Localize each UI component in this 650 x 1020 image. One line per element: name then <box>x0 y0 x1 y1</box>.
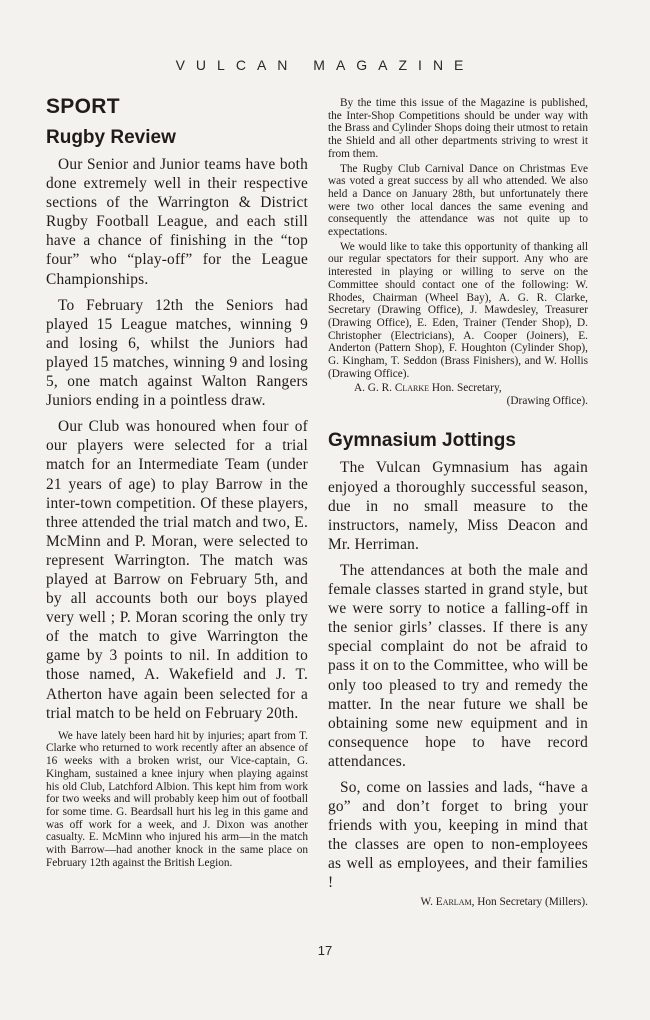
gym-paragraph: So, come on lassies and lads, “have a go” and don’t forget to bring your friends with you, keeping in mind that the classes are open to non-employees as well as employees, and their families ! <box>328 778 588 892</box>
injuries-paragraph: We have lately been hard hit by injuries; apart from T. Clarke who returned to work recently after an absence of 16 weeks with a broken wrist, our Vice-captain, G. Kingham, sustained a knee injury when playing against his old Club, Latchford Albion. This kept him from work for two weeks and will probably keep him out of football for some time. G. Beardsall hurt his leg in this game and was off work for a week, and J. Dixon was another casualty. E. McMinn who injured his arm—in the match with Barrow—had another knock in the same place on February 12th against the British Legion. <box>46 729 308 869</box>
left-column <box>46 95 308 869</box>
rugby-paragraph: Our Senior and Junior teams have both done extremely well in their respective sections of the Warrington & District Rugby Football League, and each still have a chance of finishing in the “top four” who “play-off” for the League Championships. <box>46 156 308 288</box>
rugby-signature <box>328 382 588 395</box>
signature-role: Hon. Secretary, <box>431 382 502 395</box>
signature-role: Hon Secretary (Millers). <box>477 895 588 908</box>
magazine-masthead: VULCAN MAGAZINE <box>175 57 475 73</box>
page-number: 17 <box>317 943 333 958</box>
rugby-paragraph: By the time this issue of the Magazine is published, the Inter-Shop Competitions should be under way with the Brass and Cylinder Shops doing their utmost to retain the Shield and all other departments striving to wrest it from them. <box>328 97 588 160</box>
article-title-gymnasium-jottings: Gymnasium Jottings <box>328 430 516 452</box>
rugby-paragraph: To February 12th the Seniors had played 15 League matches, winning 9 and losing 6, whilst the Juniors had played 15 matches, winning 9 and losing 5, one match against Walton Rangers Juniors ending in a pointless draw. <box>46 296 308 410</box>
article-title-rugby-review: Rugby Review <box>46 127 176 148</box>
signature-name: Clarke <box>394 382 430 395</box>
right-column <box>328 97 588 909</box>
rugby-paragraph: The Rugby Club Carnival Dance on Christmas Eve was voted a great success by all who attended. We also held a Dance on January 28th, but unfortunately there were two other local dances the same evening and consequently the attendance was not quite up to expectations. <box>328 162 588 239</box>
signature-initials: W. <box>420 895 433 908</box>
rugby-paragraph: Our Club was honoured when four of our players were selected for a trial match for an Intermediate Team (under 21 years of age) to play Barrow in the inter-town competition. Of these players, three attended the trial match and two, E. McMinn and P. Moran, were selected to represent Warrington. The match was played at Barrow on February 5th, and by all accounts both our boys played very well ; P. Moran scoring the only try of the match to give Warrington the game by 3 points to nil. In addition to those named, A. Wakefield and J. T. Atherton have again been selected for a trial match to be held on February 20th. <box>46 418 308 722</box>
signature-department: (Drawing Office). <box>506 395 588 408</box>
gym-signature <box>328 896 588 909</box>
rugby-paragraph: We would like to take this opportunity of thanking all our regular spectators for their support. Any who are interested in playing or willing to serve on the Committee should contact one of the following: W. Rhodes, Chairman (Wheel Bay), A. G. R. Clarke, Secretary (Drawing Office), J. Mawdesley, Treasurer (Drawing Office), E. Eden, Trainer (Tender Shop), D. Christopher (Electricians), A. Cooper (Joiners), E. Anderton (Pattern Shop), F. Houghton (Cylinder Shop), G. Kingham, T. Seddon (Brass Finishers), and W. Hollis (Drawing Office). <box>328 240 588 380</box>
gym-paragraph: The Vulcan Gymnasium has again enjoyed a thoroughly successful season, due in no small measure to the instructors, namely, Miss Deacon and Mr. Herriman. <box>328 459 588 553</box>
gym-paragraph: The attendances at both the male and female classes started in grand style, but we were sorry to notice a falling-off in the senior girls’ classes. If there is any special complaint do not be afraid to pass it on to the Committee, who will be only too pleased to try and remedy the matter. In the near future we shall be obtaining some new equipment and in consequence hope to have record attendances. <box>328 561 588 770</box>
section-title: SPORT <box>46 95 120 118</box>
signature-initials: A. G. R. <box>354 382 392 395</box>
signature-name: Earlam, <box>435 895 475 908</box>
